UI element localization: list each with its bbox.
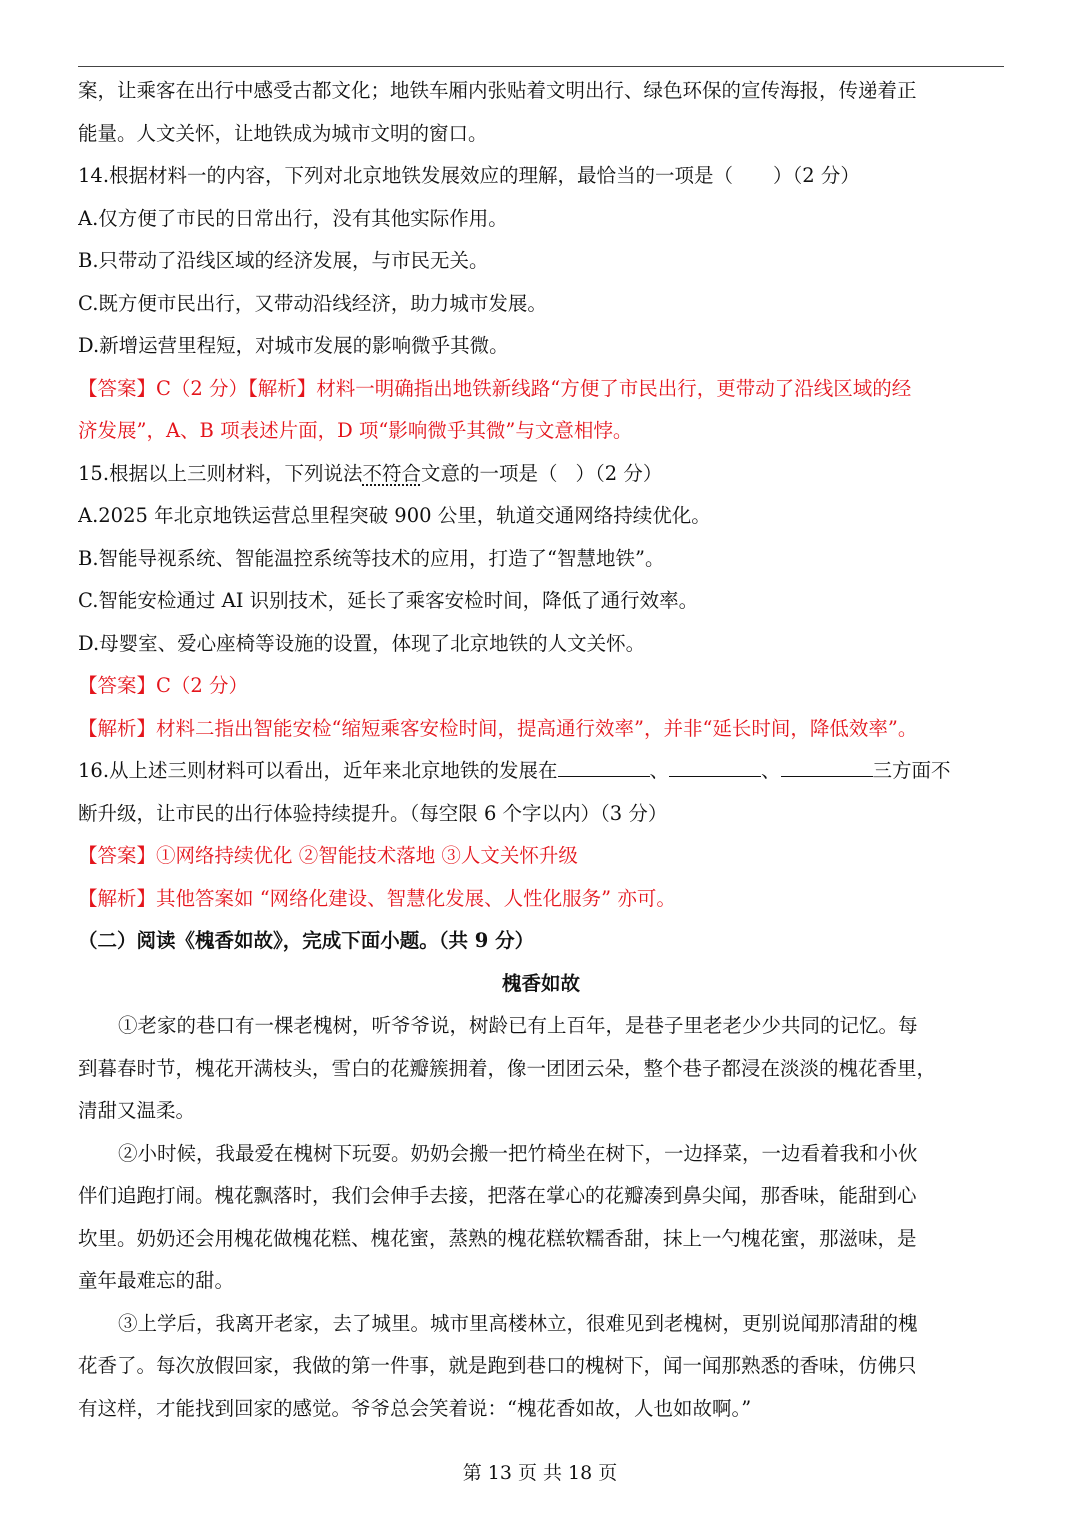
question-14-score: ）（2 分）: [773, 164, 860, 187]
blank-separator: 、: [761, 759, 781, 782]
question-15-emphasis: 不符合: [362, 461, 422, 485]
paragraph-3-line: 花香了。每次放假回家，我做的第一件事，就是跑到巷口的槐树下，闻一闻那熟悉的香味，仿佛只: [78, 1354, 917, 1377]
question-14-stem-text: 14.根据材料一的内容，下列对北京地铁发展效应的理解，最恰当的一项是（: [78, 164, 734, 187]
paragraph-1-line: 到暮春时节，槐花开满枝头，雪白的花瓣簇拥着，像一团团云朵，整个巷子都浸在淡淡的槐花香里，: [78, 1056, 937, 1080]
paragraph-3-line: 有这样，才能找到回家的感觉。爷爷总会笑着说：“槐花香如故，人也如故啊。”: [78, 1396, 752, 1420]
question-14-stem: [78, 155, 1004, 198]
question-14-answer: 【答案】C（2 分）【解析】材料一明确指出地铁新线路“方便了市民出行，更带动了沿线区域的经: [78, 376, 912, 400]
paragraph-2-line: 童年最难忘的甜。: [78, 1269, 235, 1292]
blank-separator: 、: [649, 759, 670, 782]
paragraph-3-line: ③上学后，我离开老家，去了城里。城市里高楼林立，很难见到老槐树，更别说闻那清甜的槐: [118, 1311, 918, 1335]
question-16-stem-text: 16.从上述三则材料可以看出，近年来北京地铁的发展在: [78, 759, 558, 782]
paragraph-2-line: 伴们追跑打闹。槐花飘落时，我们会伸手去接，把落在掌心的花瓣凑到鼻尖闻，那香味，能甜到心: [78, 1184, 917, 1207]
paragraph-1-line: ①老家的巷口有一棵老槐树，听爷爷说，树龄已有上百年，是巷子里老老少少共同的记忆。每: [118, 1014, 918, 1037]
question-14-option-c: C.既方便市民出行，又带动沿线经济，助力城市发展。: [78, 291, 547, 315]
paragraph-1-line: 清甜又温柔。: [78, 1099, 196, 1122]
paragraph-2-line: 坎里。奶奶还会用槐花做槐花糕、槐花蜜，蒸熟的槐花糕软糯香甜，抹上一勺槐花蜜，那滋味，是: [78, 1226, 917, 1250]
question-15-option-b: B.智能导视系统、智能温控系统等技术的应用，打造了“智慧地铁”。: [78, 546, 665, 570]
paragraph-2-line: ②小时候，我最爱在槐树下玩耍。奶奶会搬一把竹椅坐在树下，一边择菜，一边看着我和小伙: [118, 1141, 918, 1165]
question-15-option-d: D.母婴室、爱心座椅等设施的设置，体现了北京地铁的人文关怀。: [78, 631, 646, 655]
question-14-option-d: D.新增运营里程短，对城市发展的影响微乎其微。: [78, 334, 509, 357]
question-15-option-c: C.智能安检通过 AI 识别技术，延长了乘客安检时间，降低了通行效率。: [78, 589, 699, 612]
section-heading: （二）阅读《槐香如故》，完成下面小题。（共 9 分）: [78, 929, 535, 952]
question-16-answer: 【答案】①网络持续优化 ②智能技术落地 ③人文关怀升级: [78, 844, 578, 867]
question-15-stem: [78, 453, 1004, 496]
fill-blank-3: [781, 758, 873, 777]
question-16-stem: [78, 750, 1004, 793]
fill-blank-2: [669, 758, 761, 777]
fill-blank-1: [558, 758, 650, 777]
continued-text-line: 能量。人文关怀，让地铁成为城市文明的窗口。: [78, 121, 488, 145]
question-16-stem-cont: 断升级，让市民的出行体验持续提升。（每空限 6 个字以内）（3 分）: [78, 801, 668, 825]
question-14-option-b: B.只带动了沿线区域的经济发展，与市民无关。: [78, 249, 489, 272]
question-16-analysis: 【解析】其他答案如 “网络化建设、智慧化发展、人性化服务” 亦可。: [78, 886, 676, 910]
question-15-answer: 【答案】C（2 分）: [78, 674, 249, 697]
question-16-stem-text-b: 三方面不: [872, 759, 951, 782]
question-15-stem-text: 15.根据以上三则材料，下列说法: [78, 461, 363, 485]
question-15-stem-text-b: 文意的一项是（: [421, 461, 558, 485]
continued-text-line: 案，让乘客在出行中感受古都文化；地铁车厢内张贴着文明出行、绿色环保的宣传海报，传递着正: [78, 79, 917, 102]
page-number: 第 13 页 共 18 页: [462, 1462, 618, 1484]
header-rule: [78, 66, 1004, 67]
question-14-answer-cont: 济发展”，A、B 项表述片面，D 项“影响微乎其微”与文意相悖。: [78, 419, 633, 442]
question-15-analysis: 【解析】材料二指出智能安检“缩短乘客安检时间，提高通行效率”，并非“延长时间，降低效率”。: [78, 716, 918, 740]
question-15-option-a: A.2025 年北京地铁运营总里程突破 900 公里，轨道交通网络持续优化。: [78, 504, 711, 527]
question-15-score: ）（2 分）: [575, 461, 663, 485]
document-body: [78, 70, 1004, 1430]
question-14-option-a: A.仅方便了市民的日常出行，没有其他实际作用。: [78, 206, 508, 230]
article-title: 槐香如故: [501, 971, 580, 995]
